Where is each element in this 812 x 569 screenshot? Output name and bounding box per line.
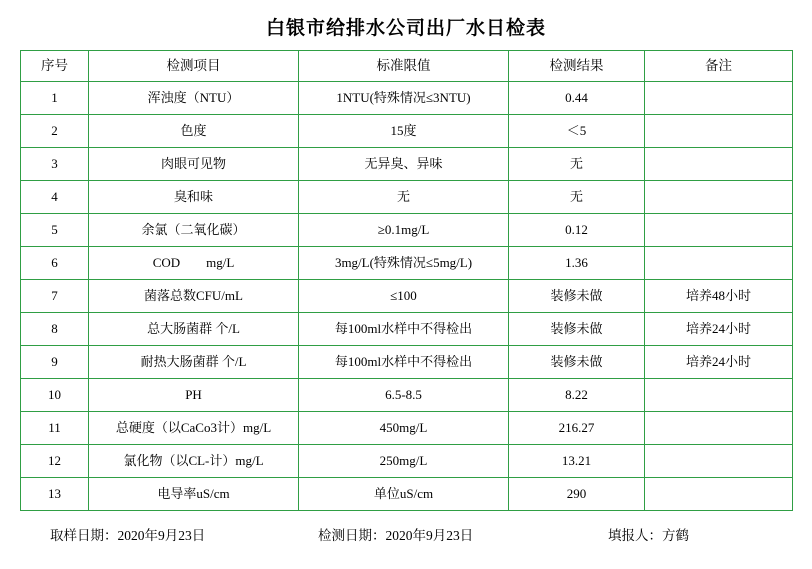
row-limit: 250mg/L <box>299 445 509 478</box>
row-limit: ≤100 <box>299 280 509 313</box>
row-result: 装修未做 <box>509 313 645 346</box>
filler-name: 填报人：方鹤 <box>608 528 689 543</box>
row-item-text: 氯化物（以CL-计）mg/L <box>123 453 264 469</box>
table-row <box>21 148 793 181</box>
row-limit: 1NTU(特殊情况≤3NTU) <box>299 82 509 115</box>
row-item <box>89 280 299 313</box>
row-item-text: 电导率uS/cm <box>157 486 230 502</box>
row-result: 8.22 <box>509 379 645 412</box>
row-no: 3 <box>21 148 89 181</box>
page-title: 白银市给排水公司出厂水日检表 <box>265 18 546 39</box>
column-header-limit: 标准限值 <box>299 51 509 82</box>
row-result: 13.21 <box>509 445 645 478</box>
row-item-text: 臭和味 <box>173 189 213 205</box>
row-no: 13 <box>21 478 89 511</box>
table-row <box>21 82 793 115</box>
row-result: 1.36 <box>509 247 645 280</box>
row-result: 0.12 <box>509 214 645 247</box>
test-date: 检测日期：2020年9月23日 <box>318 528 474 543</box>
row-item <box>89 214 299 247</box>
row-remark: 培养24小时 <box>645 346 793 379</box>
row-result: 0.44 <box>509 82 645 115</box>
row-item-text: 色度 <box>180 123 207 139</box>
row-item <box>89 445 299 478</box>
row-limit: 单位uS/cm <box>299 478 509 511</box>
row-no: 6 <box>21 247 89 280</box>
row-item <box>89 247 299 280</box>
column-header-item: 检测项目 <box>89 51 299 82</box>
row-remark: 培养48小时 <box>645 280 793 313</box>
row-remark <box>645 247 793 280</box>
column-header-no: 序号 <box>21 51 89 82</box>
row-no: 5 <box>21 214 89 247</box>
row-no: 2 <box>21 115 89 148</box>
row-remark <box>645 412 793 445</box>
row-result: 无 <box>509 181 645 214</box>
row-item-text: 余氯（二氧化碳） <box>141 222 246 238</box>
row-result: 装修未做 <box>509 346 645 379</box>
row-item <box>89 82 299 115</box>
table-row <box>21 280 793 313</box>
row-remark <box>645 181 793 214</box>
report-table-container <box>0 50 812 511</box>
table-row <box>21 181 793 214</box>
table-row <box>21 214 793 247</box>
row-no: 1 <box>21 82 89 115</box>
row-limit: 每100ml水样中不得检出 <box>299 346 509 379</box>
row-item-text: 总硬度（以CaCo3计）mg/L <box>115 420 272 436</box>
row-limit: 每100ml水样中不得检出 <box>299 313 509 346</box>
row-result: 290 <box>509 478 645 511</box>
row-item-text: COD mg/L <box>152 255 235 271</box>
row-limit: ≥0.1mg/L <box>299 214 509 247</box>
row-no: 8 <box>21 313 89 346</box>
table-row <box>21 313 793 346</box>
row-no: 4 <box>21 181 89 214</box>
table-row <box>21 478 793 511</box>
row-remark <box>645 82 793 115</box>
row-remark: 培养24小时 <box>645 313 793 346</box>
row-item-text: 菌落总数CFU/mL <box>144 288 243 304</box>
row-item <box>89 148 299 181</box>
row-remark <box>645 214 793 247</box>
row-limit: 450mg/L <box>299 412 509 445</box>
row-no: 7 <box>21 280 89 313</box>
row-result: 装修未做 <box>509 280 645 313</box>
table-row <box>21 346 793 379</box>
row-item-text: 总大肠菌群 个/L <box>147 321 240 337</box>
row-limit: 15度 <box>299 115 509 148</box>
row-no: 9 <box>21 346 89 379</box>
row-item <box>89 181 299 214</box>
table-row <box>21 379 793 412</box>
column-header-remark: 备注 <box>645 51 793 82</box>
sample-date: 取样日期：2020年9月23日 <box>50 528 206 543</box>
row-item-text: 肉眼可见物 <box>160 156 226 172</box>
row-item-text: 浑浊度（NTU） <box>147 90 240 106</box>
row-item <box>89 379 299 412</box>
row-result: ＜5 <box>509 115 645 148</box>
row-limit: 6.5-8.5 <box>299 379 509 412</box>
table-header-row <box>21 51 793 82</box>
row-remark <box>645 148 793 181</box>
row-remark <box>645 115 793 148</box>
row-result: 无 <box>509 148 645 181</box>
table-row <box>21 445 793 478</box>
row-result: 216.27 <box>509 412 645 445</box>
row-item <box>89 115 299 148</box>
row-no: 11 <box>21 412 89 445</box>
table-row <box>21 115 793 148</box>
row-remark <box>645 445 793 478</box>
row-item <box>89 412 299 445</box>
row-no: 12 <box>21 445 89 478</box>
row-item-text: 耐热大肠菌群 个/L <box>140 354 247 370</box>
report-table <box>20 50 793 511</box>
row-item <box>89 346 299 379</box>
row-remark <box>645 379 793 412</box>
column-header-result: 检测结果 <box>509 51 645 82</box>
table-row <box>21 247 793 280</box>
row-item <box>89 313 299 346</box>
row-item-text: PH <box>185 387 202 403</box>
row-item <box>89 478 299 511</box>
row-no: 10 <box>21 379 89 412</box>
row-limit: 3mg/L(特殊情况≤5mg/L) <box>299 247 509 280</box>
row-limit: 无异臭、异味 <box>299 148 509 181</box>
row-limit: 无 <box>299 181 509 214</box>
row-remark <box>645 478 793 511</box>
table-row <box>21 412 793 445</box>
report-footer <box>0 524 812 544</box>
